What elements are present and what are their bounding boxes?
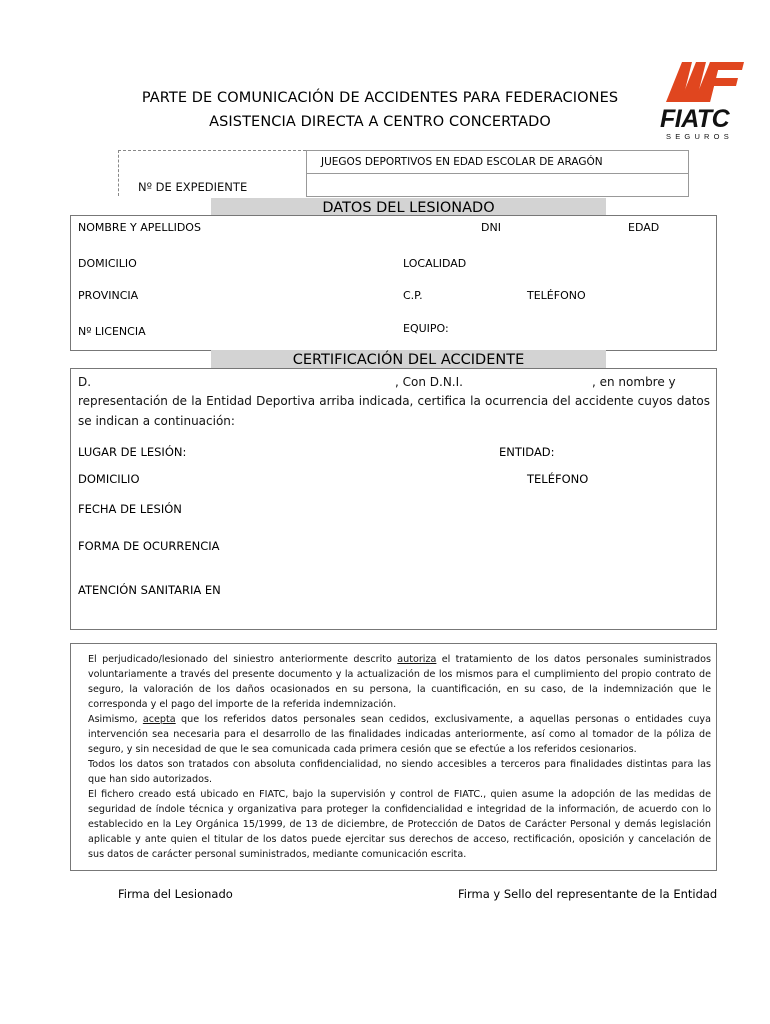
label-licencia: Nº LICENCIA	[78, 325, 146, 338]
firma-lesionado: Firma del Lesionado	[118, 887, 233, 901]
cert-body: representación de la Entidad Deportiva arriba indicada, certifica la ocurrencia del accidente cuyos datos se indican a continuación:	[78, 394, 710, 428]
dashed-border-left	[118, 150, 119, 196]
cert-d: D.	[78, 375, 92, 389]
document-title-line1: PARTE DE COMUNICACIÓN DE ACCIDENTES PARA FEDERACIONES	[141, 90, 619, 106]
label-cp: C.P.	[403, 289, 423, 302]
legal-text	[88, 652, 711, 862]
expediente-box	[118, 150, 688, 196]
section-header-lesionado: DATOS DEL LESIONADO	[211, 198, 606, 216]
label-dni: DNI	[481, 221, 501, 234]
legal-paragraph-3: Todos los datos son tratados con absoluta confidencialidad, no siendo accesibles a terceros para finalidades distintas para las que han sido autorizados.	[88, 759, 711, 785]
legal-p2-b: que los referidos datos personales sean cedidos, exclusivamente, a aquellas personas o entidades cuya intervención sea necesaria para el desarrollo de las finalidades indicadas anteriormente, así como al tomador de la póliza de seguro, y sin necesidad de que le sea comunicada cada primera cesión que se efectúe a los referidos cesionarios.	[88, 714, 711, 755]
cert-con-dni: , Con D.N.I.	[395, 375, 463, 389]
document-title-line2: ASISTENCIA DIRECTA A CENTRO CONCERTADO	[209, 114, 551, 130]
fiatc-logo-mark	[660, 58, 746, 108]
label-cert-domicilio: DOMICILIO	[78, 472, 140, 486]
logo-wordmark: FIATC	[660, 105, 730, 133]
label-fecha: FECHA DE LESIÓN	[78, 502, 182, 516]
legal-p1-a: El perjudicado/lesionado del siniestro anteriormente descrito	[88, 654, 398, 665]
label-localidad: LOCALIDAD	[403, 257, 467, 270]
label-forma: FORMA DE OCURRENCIA	[78, 539, 220, 553]
cert-en-nombre: , en nombre y	[592, 375, 676, 389]
label-entidad: ENTIDAD:	[499, 445, 555, 459]
program-name: JUEGOS DEPORTIVOS EN EDAD ESCOLAR DE ARAGÓN	[321, 156, 603, 168]
section-header-certificacion: CERTIFICACIÓN DEL ACCIDENTE	[211, 350, 606, 368]
legal-p1-b: el tratamiento de los datos personales suministrados voluntariamente a través del presente documento y la actualización de los mismos para el cumplimiento del propio contrato de seguro, la valoración de los daños ocasionados en su persona, la cuantificación, en su caso, de la indemnización que le corresponda y el pago del importe de la referida indemnización.	[88, 654, 711, 710]
label-equipo: EQUIPO:	[403, 322, 449, 335]
legal-p2-bold: acepta	[142, 714, 176, 725]
legal-paragraph-2	[88, 712, 711, 757]
label-domicilio: DOMICILIO	[78, 257, 137, 270]
fiatc-logo	[660, 58, 746, 142]
label-cert-telefono: TELÉFONO	[527, 472, 589, 486]
legal-p2-a: Asimismo,	[88, 714, 143, 725]
label-atencion: ATENCIÓN SANITARIA EN	[78, 583, 221, 597]
legal-p1-bold: autoriza	[397, 654, 437, 665]
dashed-border-top	[118, 150, 306, 151]
label-lugar: LUGAR DE LESIÓN:	[78, 445, 187, 459]
label-nombre: NOMBRE Y APELLIDOS	[78, 221, 201, 234]
logo-subtitle: SEGUROS	[666, 132, 733, 141]
certificacion-text	[78, 373, 710, 431]
expediente-field-box	[306, 150, 689, 197]
label-edad: EDAD	[628, 221, 660, 234]
legal-paragraph-1	[88, 652, 711, 712]
expediente-divider	[307, 173, 688, 174]
legal-paragraph-4: El fichero creado está ubicado en FIATC, bajo la supervisión y control de FIATC., quien asume la adopción de las medidas de seguridad de índole técnica y organizativa para proteger la confidencialidad e integridad de la información, de acuerdo con lo establecido en la Ley Orgánica 15/1999, de 13 de diciembre, de Protección de Datos de Carácter Personal y demás legislación aplicable y ante quien el titular de los datos puede ejercitar sus derechos de acceso, rectificación, oposición y cancelación de sus datos de carácter personal suministrados, mediante comunicación escrita.	[88, 789, 711, 860]
expediente-label: Nº DE EXPEDIENTE	[138, 180, 248, 194]
firma-entidad: Firma y Sello del representante de la Entidad	[458, 887, 718, 901]
label-telefono: TELÉFONO	[527, 289, 586, 302]
label-provincia: PROVINCIA	[78, 289, 139, 302]
lesionado-box	[70, 215, 717, 351]
